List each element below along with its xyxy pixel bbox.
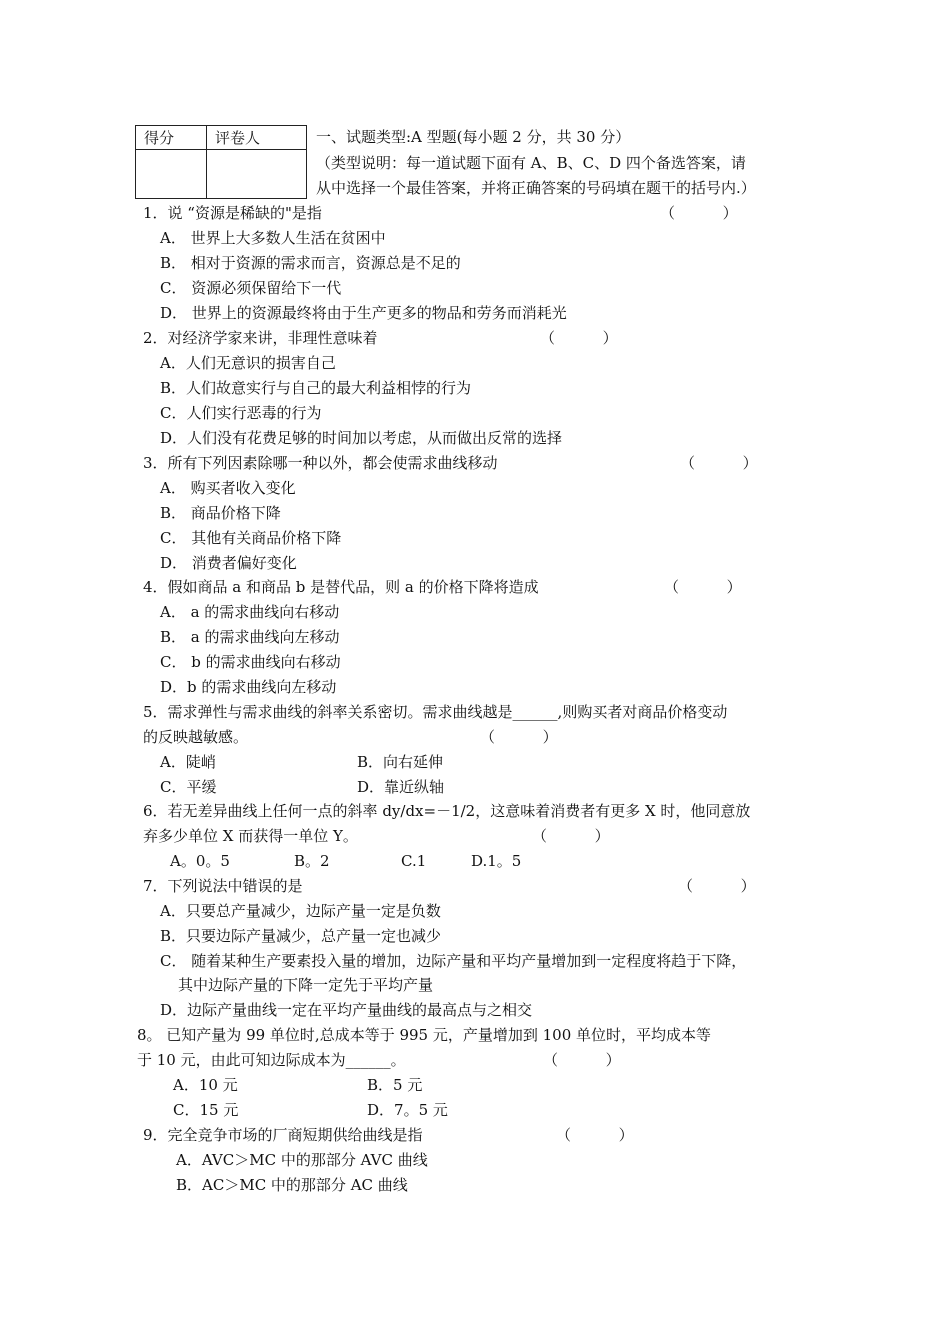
question-2-answer-blank[interactable]: （ ） bbox=[540, 329, 618, 347]
score-table bbox=[135, 125, 307, 199]
question-9-stem: 9．完全竞争市场的厂商短期供给曲线是指 bbox=[143, 1126, 423, 1144]
q9-option-a: A．AVC＞MC 中的那部分 AVC 曲线 bbox=[176, 1151, 428, 1169]
q7-option-b: B．只要边际产量减少，总产量一定也减少 bbox=[160, 927, 442, 945]
question-5-answer-blank[interactable]: （ ） bbox=[480, 728, 558, 746]
question-8-stem-line1: 8。 已知产量为 99 单位时,总成本等于 995 元，产量增加到 100 单位时，平均成本等 bbox=[137, 1026, 712, 1044]
q2-option-d: D．人们没有花费足够的时间加以考虑，从而做出反常的选择 bbox=[160, 429, 563, 447]
q2-option-a: A．人们无意识的损害自己 bbox=[160, 354, 336, 372]
q1-option-b: B． 相对于资源的需求而言，资源总是不足的 bbox=[160, 254, 461, 272]
q7-option-d: D．边际产量曲线一定在平均产量曲线的最高点与之相交 bbox=[160, 1001, 533, 1019]
q8-option-c: C．15 元 bbox=[173, 1101, 239, 1119]
q5-option-d: D．靠近纵轴 bbox=[357, 778, 445, 796]
grader-cell[interactable] bbox=[207, 150, 307, 199]
q2-option-c: C．人们实行恶毒的行为 bbox=[160, 404, 322, 422]
q6-option-a: A。0。5 bbox=[170, 852, 230, 870]
question-7-stem: 7．下列说法中错误的是 bbox=[143, 877, 303, 895]
q7-option-c: C． 随着某种生产要素投入量的增加，边际产量和平均产量增加到一定程度将趋于下降， bbox=[160, 952, 747, 970]
q5-option-c: C．平缓 bbox=[160, 778, 217, 796]
q3-option-d: D． 消费者偏好变化 bbox=[160, 554, 297, 572]
q1-option-c: C． 资源必须保留给下一代 bbox=[160, 279, 342, 297]
question-5-stem-line1: 5．需求弹性与需求曲线的斜率关系密切。需求曲线越是______,则购买者对商品价格变动 bbox=[143, 703, 728, 721]
question-6-stem-line2: 弃多少单位 X 而获得一单位 Y。 bbox=[143, 827, 358, 845]
section-note-line2: 从中选择一个最佳答案，并将正确答案的号码填在题干的括号内.） bbox=[316, 179, 756, 197]
section-title: 一、试题类型:A 型题(每小题 2 分，共 30 分） bbox=[316, 128, 631, 146]
q9-option-b: B．AC＞MC 中的那部分 AC 曲线 bbox=[176, 1176, 408, 1194]
q6-option-d: D.1。5 bbox=[471, 852, 522, 870]
q5-option-a: A．陡峭 bbox=[160, 753, 216, 771]
q7-option-a: A．只要总产量减少，边际产量一定是负数 bbox=[160, 902, 441, 920]
q8-option-d: D．7。5 元 bbox=[367, 1101, 448, 1119]
q2-option-b: B．人们故意实行与自己的最大利益相悖的行为 bbox=[160, 379, 472, 397]
q1-option-d: D． 世界上的资源最终将由于生产更多的物品和劳务而消耗光 bbox=[160, 304, 567, 322]
q4-option-d: D．b 的需求曲线向左移动 bbox=[160, 678, 337, 696]
q4-option-a: A． a 的需求曲线向右移动 bbox=[160, 603, 340, 621]
grader-header: 评卷人 bbox=[207, 126, 307, 150]
q8-option-b: B．5 元 bbox=[367, 1076, 423, 1094]
question-7-answer-blank[interactable]: （ ） bbox=[678, 877, 756, 895]
question-6-answer-blank[interactable]: （ ） bbox=[532, 827, 610, 845]
question-9-answer-blank[interactable]: （ ） bbox=[556, 1126, 634, 1144]
question-4-answer-blank[interactable]: （ ） bbox=[664, 578, 742, 596]
question-6-stem-line1: 6．若无差异曲线上任何一点的斜率 dy/dx=－1/2，这意味着消费者有更多 X 时，他同意放 bbox=[143, 802, 751, 820]
question-1-stem: 1．说 “资源是稀缺的"是指 bbox=[143, 204, 322, 222]
q1-option-a: A． 世界上大多数人生活在贫困中 bbox=[160, 229, 386, 247]
q3-option-c: C． 其他有关商品价格下降 bbox=[160, 529, 342, 547]
question-8-answer-blank[interactable]: （ ） bbox=[543, 1051, 621, 1069]
question-3-stem: 3．所有下列因素除哪一种以外，都会使需求曲线移动 bbox=[143, 454, 498, 472]
question-4-stem: 4．假如商品 a 和商品 b 是替代品，则 a 的价格下降将造成 bbox=[143, 578, 539, 596]
question-1-answer-blank[interactable]: （ ） bbox=[660, 204, 738, 222]
question-3-answer-blank[interactable]: （ ） bbox=[680, 454, 758, 472]
q5-option-b: B．向右延伸 bbox=[357, 753, 444, 771]
score-header: 得分 bbox=[136, 126, 207, 150]
q4-option-c: C． b 的需求曲线向右移动 bbox=[160, 653, 341, 671]
question-8-stem-line2: 于 10 元，由此可知边际成本为______。 bbox=[137, 1051, 406, 1069]
q3-option-b: B． 商品价格下降 bbox=[160, 504, 281, 522]
question-5-stem-line2: 的反映越敏感。 bbox=[143, 728, 249, 746]
q8-option-a: A．10 元 bbox=[173, 1076, 238, 1094]
q7-option-c-continued: 其中边际产量的下降一定先于平均产量 bbox=[178, 976, 434, 994]
q6-option-b: B。2 bbox=[294, 852, 330, 870]
q3-option-a: A． 购买者收入变化 bbox=[160, 479, 296, 497]
question-2-stem: 2．对经济学家来讲，非理性意味着 bbox=[143, 329, 378, 347]
q4-option-b: B． a 的需求曲线向左移动 bbox=[160, 628, 340, 646]
section-note-line1: （类型说明：每一道试题下面有 A、B、C、D 四个备选答案，请 bbox=[316, 154, 746, 172]
score-cell[interactable] bbox=[136, 150, 207, 199]
q6-option-c: C.1 bbox=[401, 852, 427, 870]
